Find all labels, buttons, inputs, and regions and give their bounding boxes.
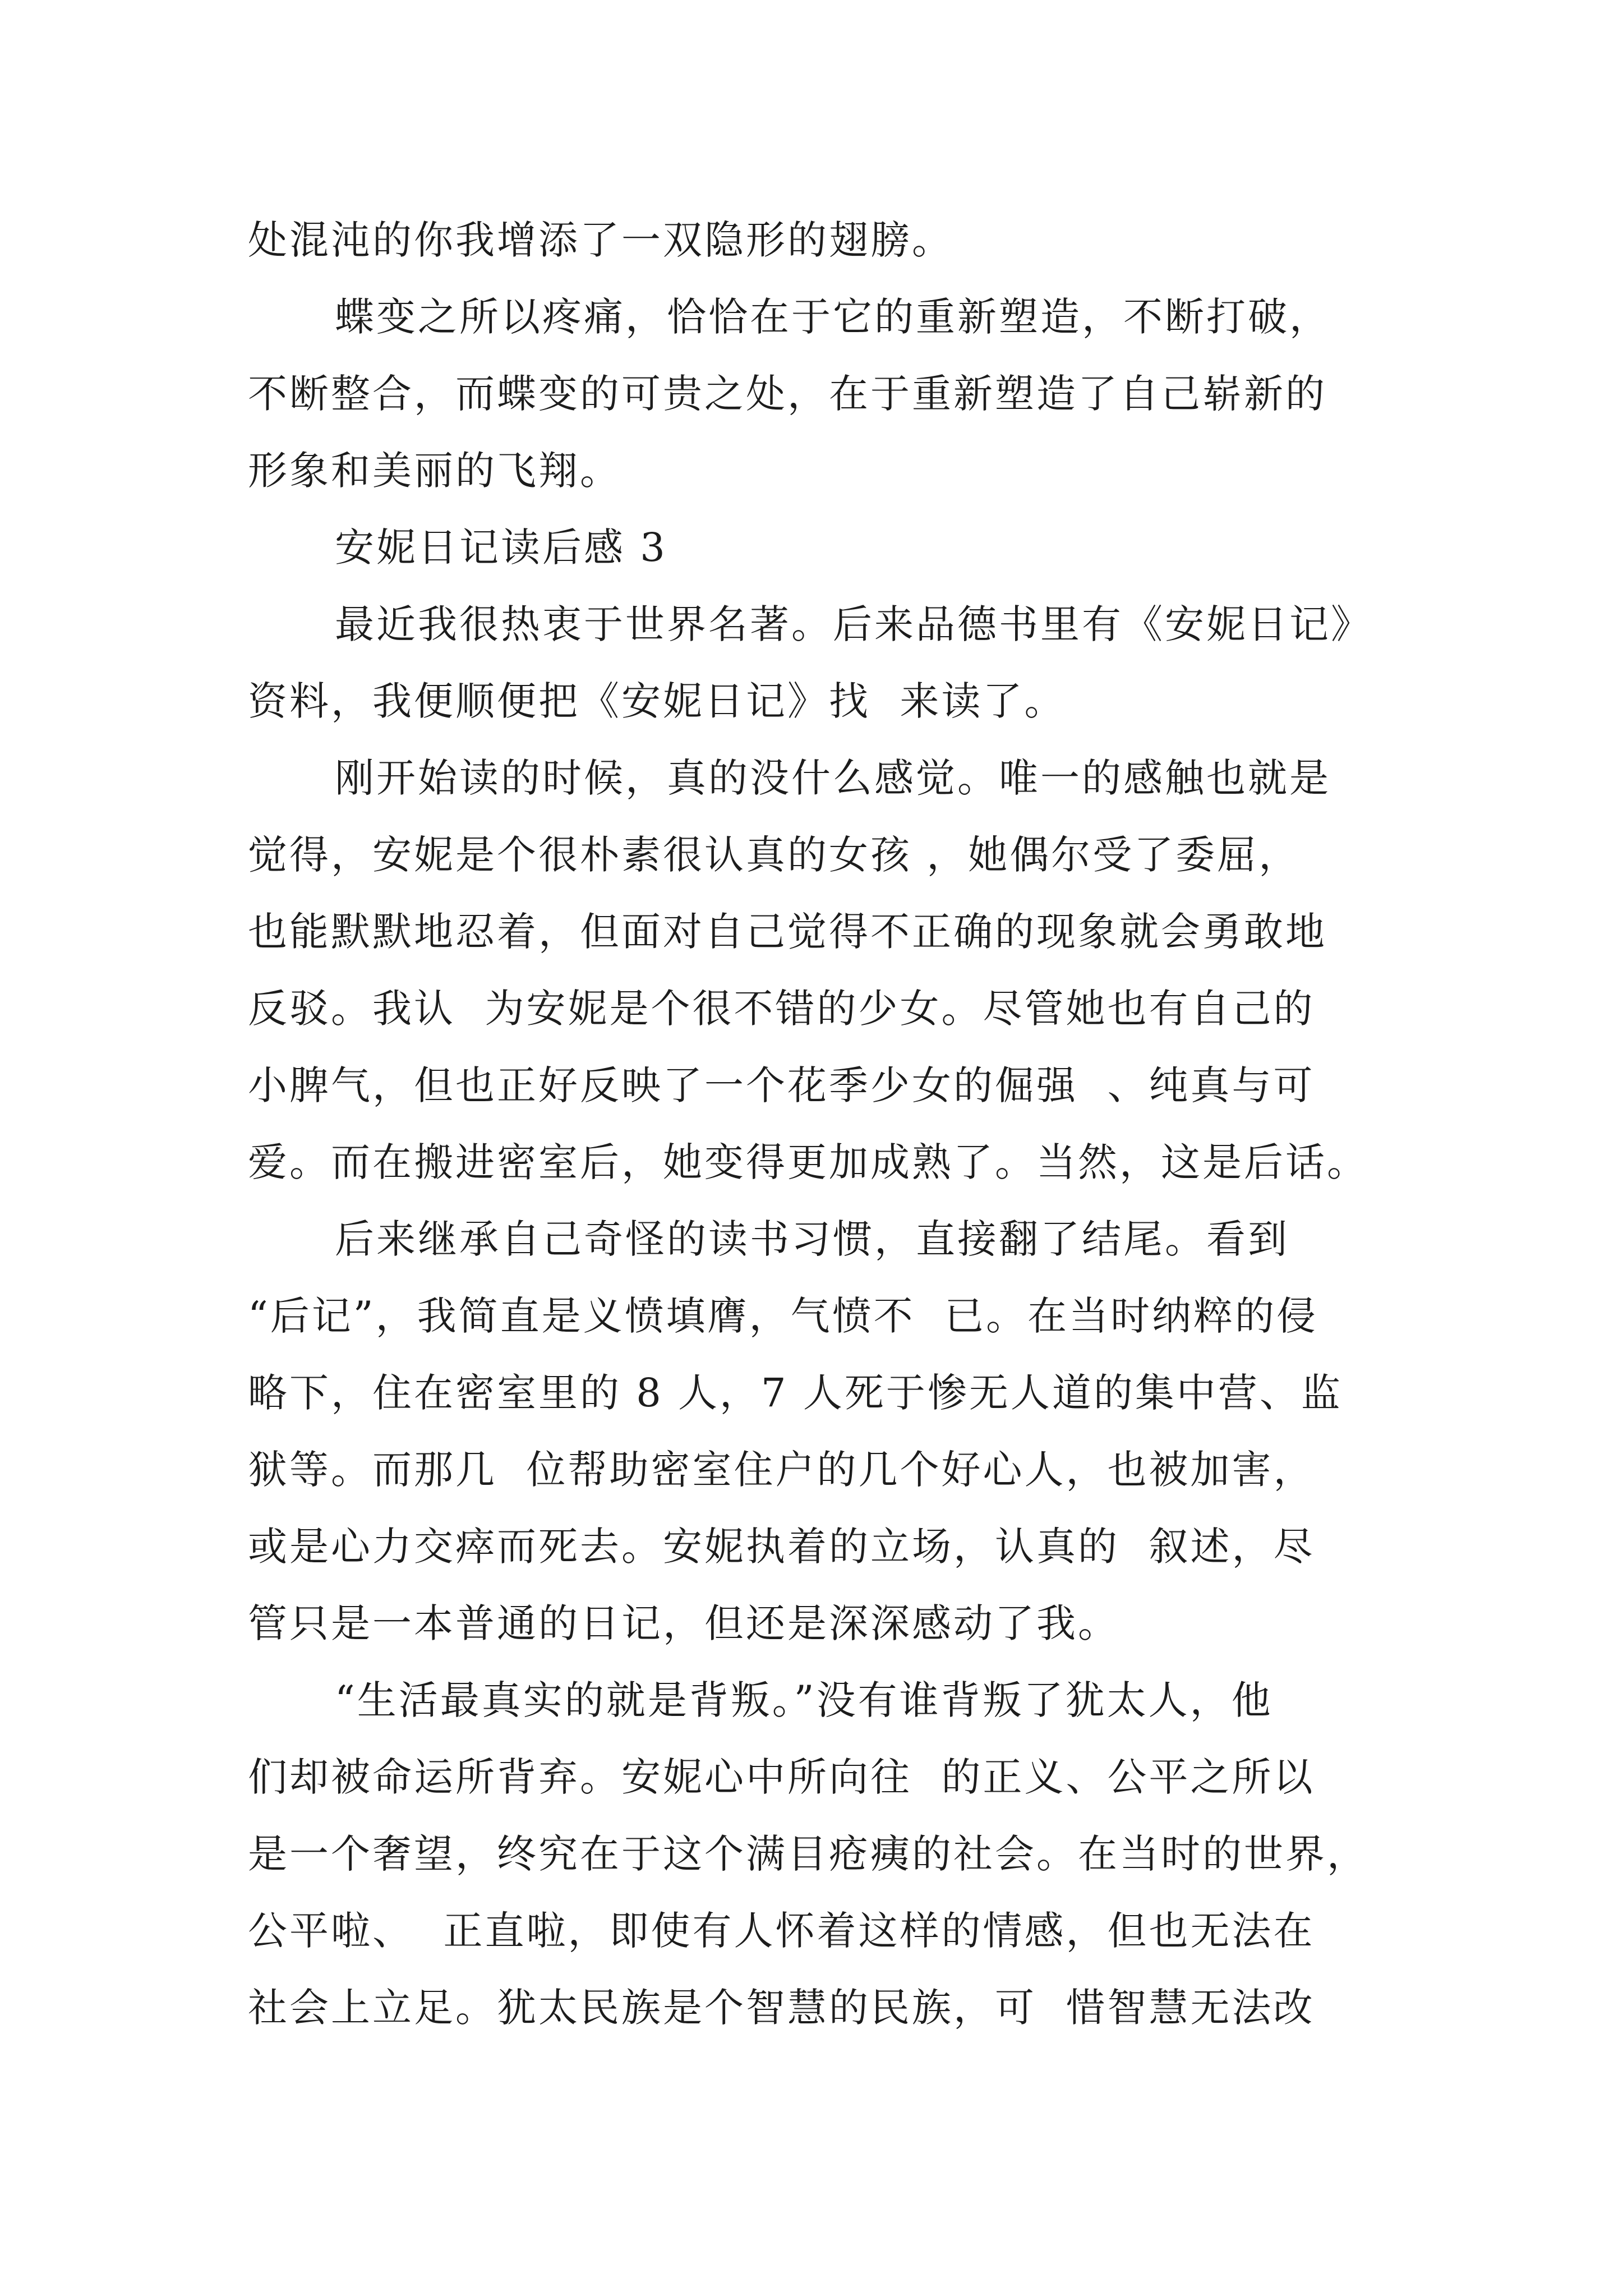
text-line: 也能默默地忍着，但面对自己觉得不正确的现象就会勇敢地	[248, 909, 1327, 955]
text-line: 不断整合，而蝶变的可贵之处，在于重新塑造了自己崭新的	[248, 371, 1327, 417]
text-line: 管只是一本普通的日记，但还是深深感动了我。	[248, 1600, 1119, 1646]
text-line: 爱。而在搬进密室后，她变得更加成熟了。当然，这是后话。	[248, 1139, 1368, 1185]
text-line: 反驳。我认 为安妮是个很不错的少女。尽管她也有自己的	[248, 986, 1315, 1032]
text-line: 形象和美丽的飞翔。	[248, 448, 621, 494]
text-line: 资料，我便顺便把《安妮日记》找 来读了。	[248, 678, 1066, 724]
text-line: 觉得，安妮是个很朴素很认真的女孩 ，她偶尔受了委屈，	[248, 832, 1301, 878]
body-text	[248, 202, 1392, 2046]
text-line: 或是心力交瘁而死去。安妮执着的立场，认真的 叙述，尽	[248, 1524, 1315, 1570]
text-line: 蝶变之所以疼痛，恰恰在于它的重新塑造，不断打破，	[335, 294, 1331, 340]
text-line: 处混沌的你我增添了一双隐形的翅膀。	[248, 217, 953, 263]
section-heading: 安妮日记读后感 3	[335, 524, 667, 570]
text-line: “后记”，我简直是义愤填膺，气愤不 已。在当时纳粹的侵	[248, 1293, 1318, 1339]
text-line: 社会上立足。犹太民族是个智慧的民族，可 惜智慧无法改	[248, 1985, 1315, 2031]
text-line: “生活最真实的就是背叛。”没有谁背叛了犹太人，他	[335, 1677, 1273, 1723]
text-line: 最近我很热衷于世界名著。后来品德书里有《安妮日记》	[335, 601, 1372, 647]
text-line: 刚开始读的时候，真的没什么感觉。唯一的感触也就是	[335, 755, 1331, 801]
text-line: 狱等。而那几 位帮助密室住户的几个好心人，也被加害，	[248, 1447, 1315, 1493]
text-line: 公平啦、 正直啦，即使有人怀着这样的情感，但也无法在	[248, 1908, 1315, 1954]
text-line: 们却被命运所背弃。安妮心中所向往 的正义、公平之所以	[248, 1754, 1315, 1800]
text-line: 是一个奢望，终究在于这个满目疮痍的社会。在当时的世界，	[248, 1831, 1368, 1877]
text-line: 小脾气，但也正好反映了一个花季少女的倔强 、纯真与可	[248, 1062, 1315, 1108]
text-line: 后来继承自己奇怪的读书习惯，直接翻了结尾。看到	[335, 1216, 1289, 1262]
text-line: 略下，住在密室里的 8 人，7 人死于惨无人道的集中营、监	[248, 1370, 1343, 1416]
